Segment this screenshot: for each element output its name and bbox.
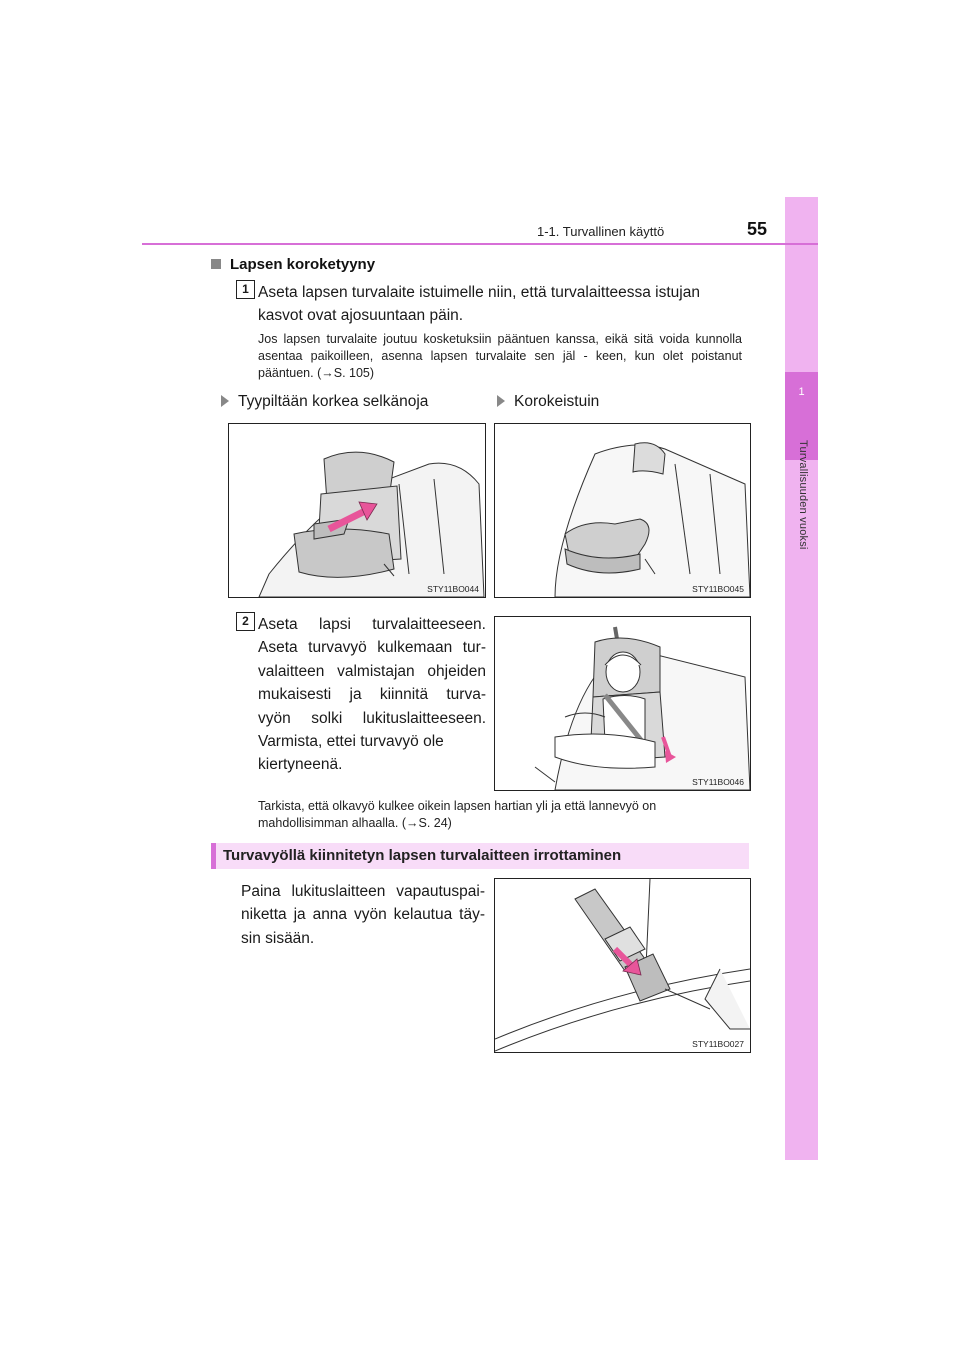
figure-booster-cushion	[494, 423, 751, 598]
step-number-1: 1	[236, 280, 255, 299]
figure-code-046: STY11BO046	[692, 777, 744, 787]
figure-buckle-release	[494, 878, 751, 1053]
option-booster-label: Korokeistuin	[514, 393, 600, 410]
triangle-bullet-icon	[221, 395, 229, 407]
step2-line: kiertyneenä.	[258, 756, 343, 774]
triangle-bullet-icon	[497, 395, 505, 407]
option-booster	[497, 390, 599, 413]
header-divider	[142, 243, 818, 245]
page-number: 55	[747, 219, 768, 239]
removal-heading: Turvavyöllä kiinnitetyn lapsen turvalaitteen irrottaminen	[223, 847, 622, 864]
removal-line: Paina lukituslaitteen vapautuspai-	[241, 883, 485, 900]
step2-note: Tarkista, että olkavyö kulkee oikein lapsen hartian yli ja että lannevyö on mahdollisimman alhaalla. (→S. 24)	[258, 799, 657, 830]
section-heading	[211, 256, 375, 273]
step2-line: vyön solki lukituslaitteeseen.	[258, 709, 486, 727]
square-bullet-icon	[211, 259, 221, 269]
step1-note: Jos lapsen turvalaite joutuu kosketuksiin pääntuen kanssa, eikä sitä voida kunnolla asentaa paikoilleen, asenna lapsen turvalaite sen jäl - keen, kun olet poistanut pääntuen. (→S. 105)	[258, 332, 742, 380]
step2-text	[258, 613, 486, 777]
figure-code-045: STY11BO045	[692, 584, 744, 594]
chapter-number: 1	[798, 386, 805, 398]
removal-heading-accent	[211, 843, 216, 869]
step2-line: Aseta lapsi turvalaitteeseen.	[258, 616, 486, 633]
removal-line: niketta ja anna vyön kelautua täy-	[241, 906, 485, 924]
step2-line: valaitteen valmistajan ohjeiden	[258, 662, 486, 680]
header-section: 1-1. Turvallinen käyttö	[537, 224, 665, 239]
chapter-side-tab	[785, 197, 818, 1160]
figure-child-in-seat	[494, 616, 751, 791]
step2-line: Aseta turvavyö kulkemaan tur-	[258, 639, 486, 657]
option-high-back-label: Tyypiltään korkea selkänoja	[238, 393, 429, 410]
step2-line: mukaisesti ja kiinnitä turva-	[258, 686, 486, 704]
option-high-back	[221, 390, 428, 413]
removal-text	[241, 880, 485, 950]
figure-code-027: STY11BO027	[692, 1039, 744, 1049]
chapter-title: Turvallisuuden vuoksi	[797, 440, 809, 550]
figure-code-044: STY11BO044	[427, 584, 479, 594]
step-number-2: 2	[236, 612, 255, 631]
step1-text: Aseta lapsen turvalaite istuimelle niin, että turvalaitteessa istujan kasvot ovat ajosuuntaan päin.	[258, 284, 700, 324]
step2-line: Varmista, ettei turvavyö ole	[258, 733, 444, 751]
section-title: Lapsen koroketyyny	[230, 256, 376, 273]
figure-high-back-seat	[228, 423, 486, 598]
removal-line: sin sisään.	[241, 929, 315, 947]
